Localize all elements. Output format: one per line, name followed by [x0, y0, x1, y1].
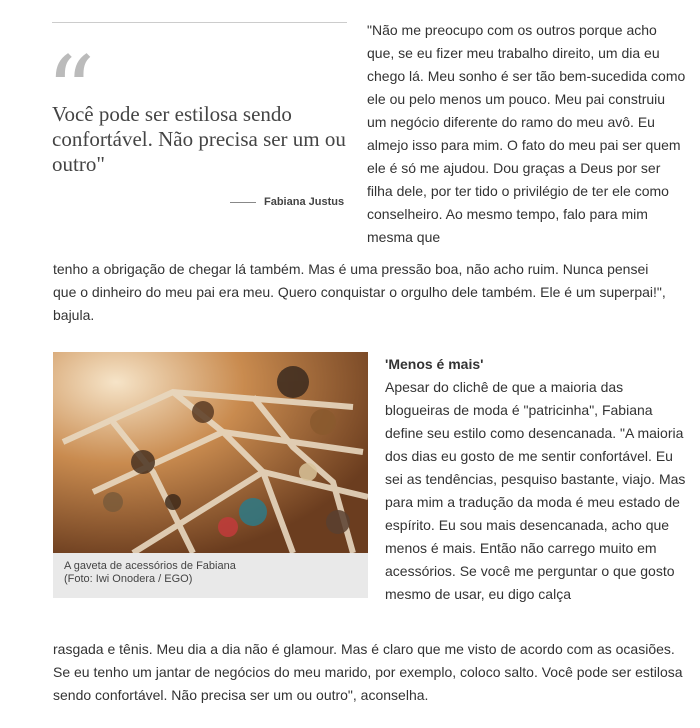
author-name: Fabiana Justus: [264, 196, 345, 208]
photo-caption-line-1: A gaveta de acessórios de Fabiana: [64, 560, 236, 572]
photo-caption-line-2: (Foto: Iwi Onodera / EGO): [64, 573, 193, 585]
quote-mark-icon: “: [46, 44, 92, 114]
photo-caption: [53, 553, 368, 586]
article-photo: [53, 352, 368, 598]
jewelry-drawer-image: [53, 352, 368, 553]
article-paragraph-2-continued: rasgada e tênis. Meu dia a dia não é glamour. Mas é claro que me visto de acordo com as ocasiões. Se eu tenho um jantar de negócios do meu marido, por exemplo, coloco salto. Você pode ser estilosa sendo confortável. Não precisa ser um ou outro", aconselha.: [53, 641, 683, 703]
article-paragraph-1-right: "Não me preocupo com os outros porque acho que, se eu fizer meu trabalho direito, um dia eu chego lá. Meu sonho é ser tão bem-sucedida como ele ou pelo menos um pouco. Meu pai construiu um negócio diferente do ramo do meu avô. Eu almejo isso para mim. O fato do meu pai ser quem ele é só me ajudou. Dou graças a Deus por ser filha dele, por ter tido o privilégio de ter ele como conselheiro. Ao mesmo tempo, falo para mim mesma que: [367, 22, 686, 245]
pull-quote-text: Você pode ser estilosa sendo confortável. Não precisa ser um ou outro": [52, 102, 346, 176]
article-paragraph-1-continued: tenho a obrigação de chegar lá também. Mas é uma pressão boa, não acho ruim. Nunca pensei que o dinheiro do meu pai era meu. Quero conquistar o orgulho dele também. Ele é um superpai!", bajula.: [53, 261, 666, 323]
pull-quote: [46, 22, 347, 208]
section-heading: 'Menos é mais': [385, 356, 484, 372]
pull-quote-divider: [52, 22, 347, 23]
article-paragraph-2-right: Apesar do clichê de que a maioria das blogueiras de moda é "patricinha", Fabiana define seu estilo como desencanada. "A maioria dos dias eu gosto de me sentir confortável. Eu sei as tendências, pesquiso bastante, viajo. Mas para mim a tradução da moda é meu estado de espírito. Eu sou mais desencanada, acho que menos é mais. Então não carrego muito em acessórios. Se você me perguntar o que gosto mesmo de usar, eu digo calça: [385, 379, 686, 602]
author-dash: [230, 202, 256, 203]
pull-quote-author: [230, 196, 344, 208]
